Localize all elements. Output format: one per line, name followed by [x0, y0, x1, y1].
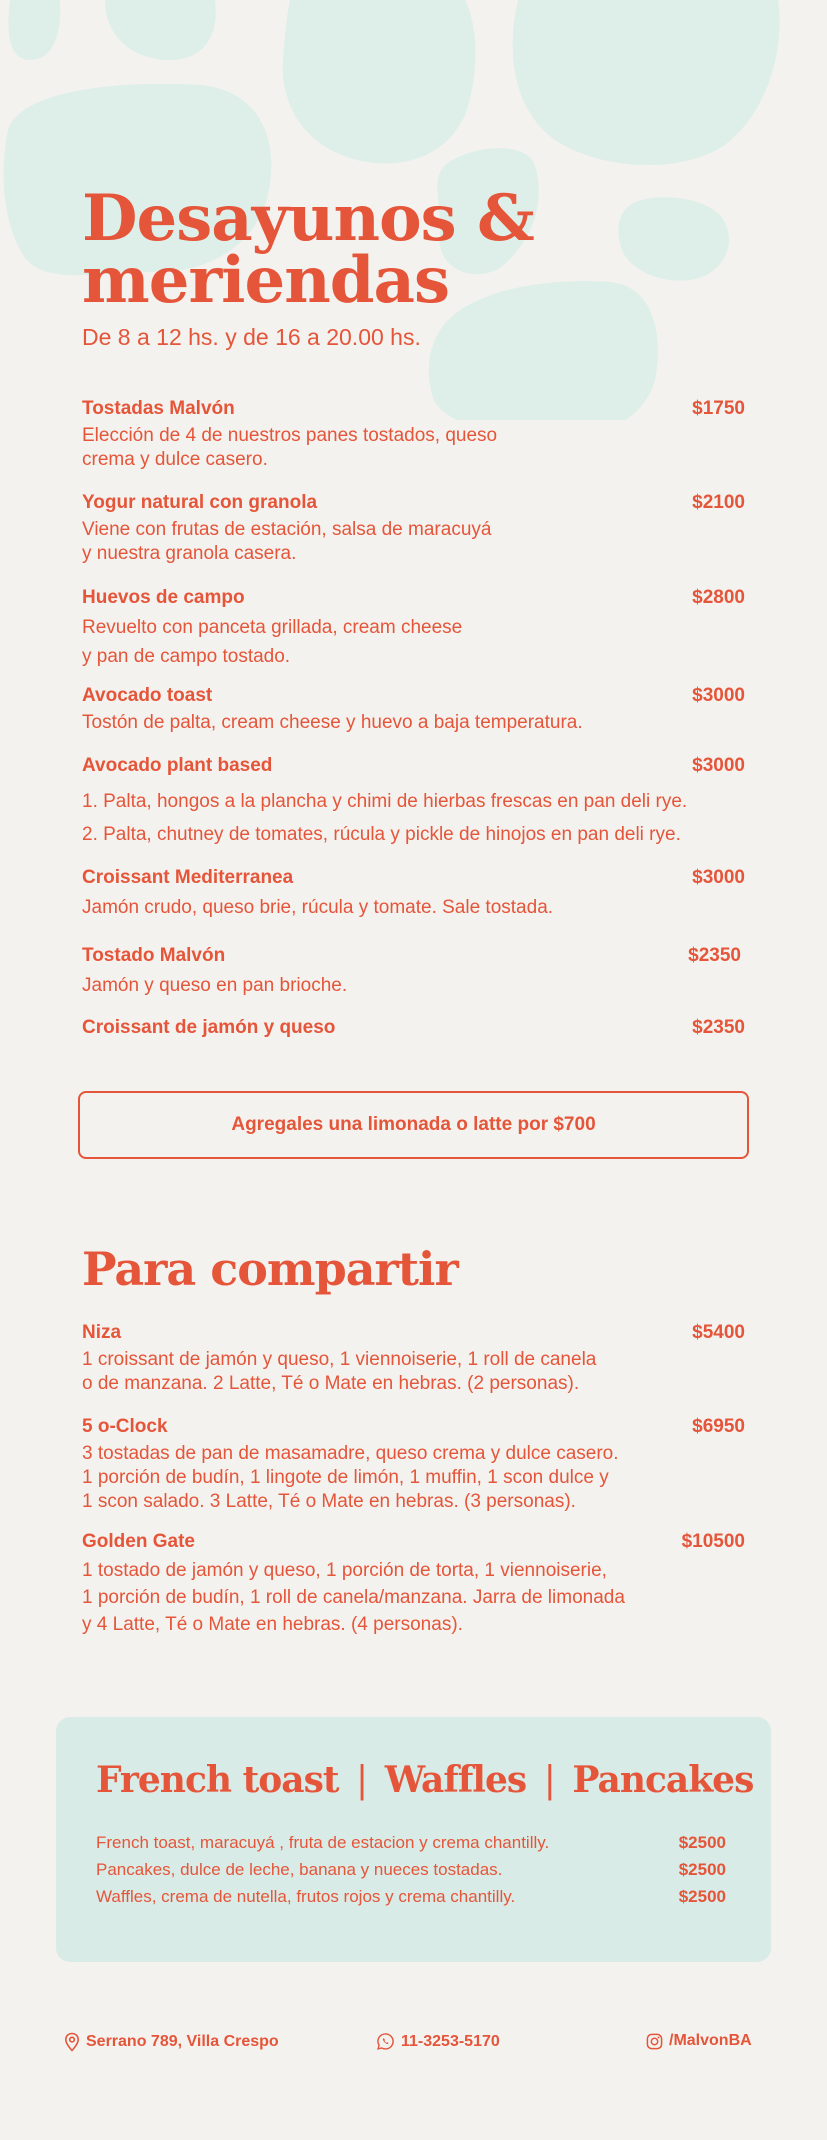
menu-item [82, 1322, 745, 1396]
item-description [82, 424, 745, 472]
menu-item [82, 1416, 745, 1514]
item-price: $1750 [692, 398, 745, 419]
desc-line: Tostón de palta, cream cheese y huevo a baja temperatura. [82, 712, 583, 733]
instagram-icon [646, 2033, 663, 2050]
desc-line: Revuelto con panceta grillada, cream cheese [82, 617, 463, 638]
map-pin-icon [64, 2032, 80, 2052]
item-name: Croissant Mediterranea [82, 867, 294, 888]
desc-line: Viene con frutas de estación, salsa de maracuyá [82, 519, 492, 540]
title-french-toast: French toast [96, 1759, 339, 1801]
item-name: Huevos de campo [82, 587, 245, 608]
item-name: Yogur natural con granola [82, 492, 318, 513]
menu-item [82, 685, 745, 735]
footer-instagram[interactable] [646, 2032, 752, 2050]
footer-phone[interactable] [376, 2032, 500, 2051]
item-description [82, 711, 745, 735]
title-separator: | [543, 1760, 555, 1801]
title-line-1: Desayunos & [82, 181, 534, 256]
item-name: Croissant de jamón y queso [82, 1017, 336, 1038]
item-price: $3000 [692, 685, 745, 706]
title-waffles: Waffles [384, 1759, 527, 1801]
item-price: $2350 [692, 1017, 745, 1038]
desc-line: 1 scon salado. 3 Latte, Té o Mate en hebras. (3 personas). [82, 1491, 576, 1512]
panel-item-price: $2500 [678, 1860, 726, 1879]
desc-line: crema y dulce casero. [82, 449, 268, 470]
desc-line: y 4 Latte, Té o Mate en hebras. (4 personas). [82, 1614, 463, 1635]
item-name: Avocado plant based [82, 755, 273, 776]
item-name: 5 o-Clock [82, 1416, 168, 1437]
item-description [82, 1557, 745, 1638]
item-price: $3000 [692, 867, 745, 888]
desc-line: 1 porción de budín, 1 lingote de limón, 1 muffin, 1 scon dulce y [82, 1467, 609, 1488]
panel-item [96, 1860, 726, 1880]
title-separator: | [356, 1760, 368, 1801]
desc-line: 3 tostadas de pan de masamadre, queso crema y dulce casero. [82, 1443, 619, 1464]
item-price: $2800 [692, 587, 745, 608]
panel-item-desc: Waffles, crema de nutella, frutos rojos y crema chantilly. [96, 1887, 516, 1906]
item-description [82, 974, 745, 998]
menu-item [82, 1531, 745, 1638]
address-text: Serrano 789, Villa Crespo [86, 2033, 279, 2050]
panel-item-price: $2500 [678, 1833, 726, 1852]
item-price: $2350 [688, 945, 741, 966]
footer-address[interactable] [64, 2032, 279, 2052]
panel-item [96, 1887, 726, 1907]
item-name: Tostadas Malvón [82, 398, 235, 419]
desc-line: Elección de 4 de nuestros panes tostados, queso [82, 425, 498, 446]
desc-line: y pan de campo tostado. [82, 646, 291, 667]
item-name: Golden Gate [82, 1531, 195, 1552]
item-name: Niza [82, 1322, 122, 1343]
item-name: Tostado Malvón [82, 945, 226, 966]
promo-box [78, 1091, 749, 1159]
panel-item-desc: French toast, maracuyá , fruta de estacion y crema chantilly. [96, 1833, 550, 1852]
whatsapp-icon [376, 2032, 395, 2051]
desc-line: 1 porción de budín, 1 roll de canela/manzana. Jarra de limonada [82, 1587, 625, 1608]
item-price: $6950 [692, 1416, 745, 1437]
phone-text: 11-3253-5170 [401, 2032, 500, 2050]
panel-item [96, 1833, 726, 1853]
instagram-handle: /MalvonBA [669, 2032, 752, 2049]
menu-item [82, 1017, 745, 1039]
desc-line: Jamón y queso en pan brioche. [82, 975, 348, 996]
menu-item [82, 945, 745, 998]
item-description [82, 1442, 745, 1514]
item-description [82, 613, 745, 671]
service-hours: De 8 a 12 hs. y de 16 a 20.00 hs. [82, 324, 421, 350]
item-price: $2100 [692, 492, 745, 513]
desc-line: 1. Palta, hongos a la plancha y chimi de hierbas frescas en pan deli rye. [82, 791, 688, 812]
sweets-panel [56, 1717, 771, 1962]
panel-item-desc: Pancakes, dulce de leche, banana y nueces tostadas. [96, 1860, 503, 1879]
page-title [82, 181, 534, 318]
menu-item [82, 492, 745, 566]
item-description [82, 896, 745, 920]
title-line-2: meriendas [82, 243, 449, 318]
item-price: $10500 [681, 1531, 745, 1552]
menu-item [82, 587, 745, 671]
menu-item [82, 755, 745, 851]
menu-item [82, 867, 745, 920]
desc-line: o de manzana. 2 Latte, Té o Mate en hebras. (2 personas). [82, 1373, 580, 1394]
desc-line: y nuestra granola casera. [82, 543, 297, 564]
panel-item-price: $2500 [678, 1887, 726, 1906]
item-price: $5400 [692, 1322, 745, 1343]
menu-item [82, 398, 745, 472]
item-price: $3000 [692, 755, 745, 776]
item-description [82, 785, 745, 851]
item-description [82, 1348, 745, 1396]
item-name: Avocado toast [82, 685, 213, 706]
desc-line: 2. Palta, chutney de tomates, rúcula y pickle de hinojos en pan deli rye. [82, 824, 681, 845]
section-title-sharing: Para compartir [82, 1242, 458, 1296]
panel-title [96, 1759, 753, 1801]
promo-text: Agregales una limonada o latte por $700 [231, 1114, 596, 1135]
desc-line: 1 croissant de jamón y queso, 1 viennoiserie, 1 roll de canela [82, 1349, 597, 1370]
item-description [82, 518, 745, 566]
desc-line: 1 tostado de jamón y queso, 1 porción de torta, 1 viennoiserie, [82, 1560, 607, 1581]
desc-line: Jamón crudo, queso brie, rúcula y tomate. Sale tostada. [82, 897, 554, 918]
title-pancakes: Pancakes [572, 1759, 754, 1801]
